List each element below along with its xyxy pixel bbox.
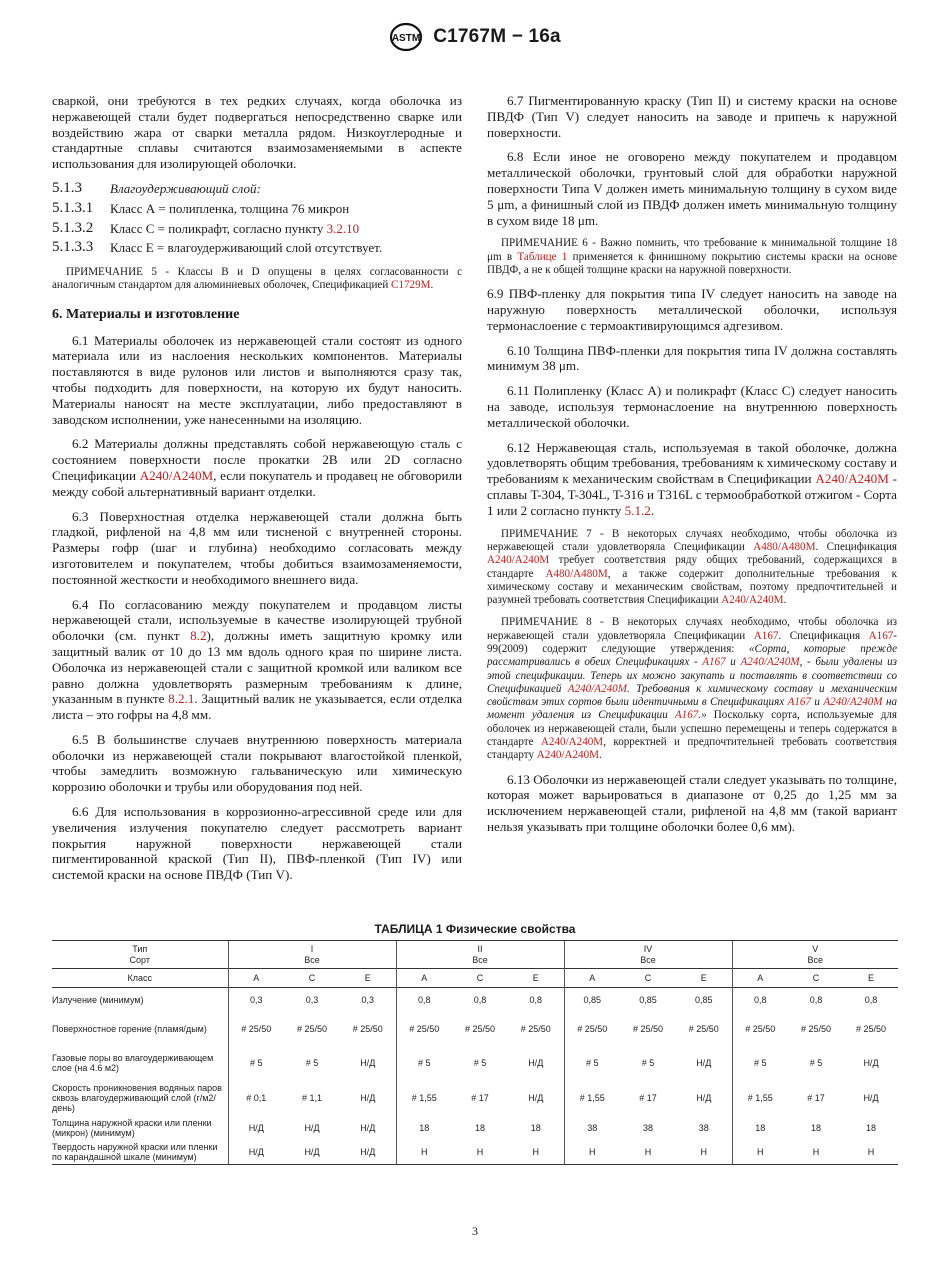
clause-5-1-3-1	[52, 201, 462, 217]
class-header-row	[52, 969, 898, 988]
clause-5-1-3	[52, 181, 462, 197]
table-cell: 18	[865, 1123, 876, 1133]
table-cell: # 25/50	[688, 1024, 719, 1034]
note-7: ПРИМЕЧАНИЕ 7 - В некоторых случаях необходимо, чтобы оболочка из нержавеющей стали удовлетворяла Спецификации A480/A480M. Спецификация A240/A240M требует соответствия ряду общих требований, содержащихся в стандарте A480/A480M, а также содержит дополнительные требования к химическому составу и механическим свойствам, поэтому предпочтительней и разумней требовать соответствия Спецификации A240/A240M.	[487, 527, 897, 607]
table-cell: # 25/50	[352, 1024, 383, 1034]
table-cell: 0,8	[508, 988, 564, 1013]
table-cell: # 1,1	[301, 1093, 323, 1103]
table-cell: Н/Д	[528, 1093, 544, 1103]
ref-link-a240[interactable]: A240/A240M	[823, 696, 883, 709]
table-row	[52, 988, 898, 1013]
table-cell: # 25/50	[464, 1024, 496, 1034]
table-cell: # 25/50	[855, 1024, 887, 1034]
paragraph-6-12: 6.12 Нержавеющая сталь, используемая в такой оболочке, должна удовлетворять общим требования, требованиям к химическому составу и требованиям к механическим свойствам в Спецификации A240/A240M - сплавы T-304, T-304L, T-316 и T316L с термообработкой отжигом - Сорта 1 или 2 согласно пункту 5.1.2.	[487, 439, 897, 518]
class-cell: A	[564, 969, 620, 988]
paragraph-6-13: 6.13 Оболочки из нержавеющей стали следует указывать по толщине, которая может варьироваться в диапазоне от 0,25 до 1,25 мм за исключением нержавеющей стали, рифленой на 4,8 мм (такой вариант нельзя указывать при толщине оболочки более 0,6 мм).	[487, 771, 897, 835]
table-cell: Н/Д	[228, 1116, 284, 1140]
ref-link-a480[interactable]: A480/A480M	[753, 540, 816, 553]
type-header: IV Все	[564, 941, 732, 969]
table-cell: Н/Д	[360, 1123, 376, 1133]
row-label: Излучение (минимум)	[52, 988, 228, 1013]
ref-link-a167[interactable]: A167	[868, 629, 894, 642]
row-label: Газовые поры во влагоудерживающем слое (на 4.6 м2)	[52, 1053, 214, 1073]
ref-link-a240[interactable]: A240/A240M	[536, 749, 600, 762]
ref-link-a240[interactable]: A240/A240M	[740, 656, 800, 669]
table-body	[52, 988, 898, 1165]
table-cell: 38	[698, 1123, 709, 1133]
table-cell: Н/Д	[863, 1093, 879, 1103]
table-cell: # 25/50	[228, 1012, 284, 1046]
table-cell: # 25/50	[632, 1024, 664, 1034]
svg-text:ASTM: ASTM	[392, 33, 421, 44]
table-cell: Н/Д	[696, 1058, 712, 1068]
table-cell: # 5	[473, 1058, 487, 1068]
right-column	[487, 93, 897, 844]
ref-link-a240[interactable]: A240/A240M	[567, 682, 627, 695]
ref-link-a240[interactable]: A240/A240M	[815, 471, 889, 487]
note-8: ПРИМЕЧАНИЕ 8 - В некоторых случаях необходимо, чтобы оболочка из нержавеющей стали удовлетворяла Спецификации A167. Спецификация A167-99(2009) содержит следующие утверждения: «Сорта, которые прежде рассматривались в обеих Спецификациях - A167 и A240/A240M, - были удалены из этой спецификации. Теперь их можно закупать и поставлять в соответствии со Спецификацией A240/A240M. Требования к химическому составу и механическим свойствам этих сортов были идентичными в Спецификациях A167 и A240/A240M на момент удаления из Спецификации A167.» Поскольку сорта, используемые для оболочек из нержавеющей стали, были успешно перемещены и теперь содержатся в стандарте A240/A240M, корректней и предпочтительней требовать соответствия стандарту A240/A240M.	[487, 616, 898, 762]
table-cell: Н	[452, 1140, 508, 1165]
left-column	[52, 93, 462, 892]
row-label: Скорость проникновения водяных паров сквозь влагоудерживающий слой (г/м2/день)	[52, 1083, 222, 1113]
table-cell: Н	[844, 1140, 898, 1165]
standard-code: C1767M − 16a	[433, 26, 561, 47]
class-cell: A	[396, 969, 452, 988]
type-grade-header: Тип Сорт	[52, 941, 228, 969]
note-5: ПРИМЕЧАНИЕ 5 - Классы B и D опущены в целях согласованности с аналогичным стандартом для алюминиевых оболочек, Спецификацией C1729M.	[52, 266, 462, 292]
class-label: Класс	[52, 969, 228, 988]
table-cell: 18	[810, 1123, 821, 1133]
clause-number: 5.1.3.3	[52, 239, 94, 256]
ref-link-c1729m[interactable]: C1729M	[391, 279, 431, 292]
paragraph-6-2: 6.2 Материалы должны представлять собой нержавеющую сталь с состоянием поверхности после прокатки 2В или 2D согласно Спецификации A240/A240M, если покупатель и продавец не обговорили между собой альтернативный вариант отделки.	[52, 436, 462, 499]
paragraph-6-11: 6.11 Полипленку (Класс А) и поликрафт (Класс С) следует наносить на заводе, используя термонаслоение на внутреннюю поверхность металлической оболочки.	[487, 383, 897, 430]
table-cell: # 5	[809, 1058, 823, 1068]
clause-text: Влагоудерживающий слой:	[110, 180, 261, 196]
type-header: II Все	[396, 941, 564, 969]
table-cell: 0,8	[452, 988, 508, 1013]
table-cell: 38	[564, 1116, 620, 1140]
table-cell: # 25/50	[732, 1012, 788, 1046]
table-cell: Н	[676, 1140, 732, 1165]
table-cell: 0,85	[564, 988, 620, 1013]
ref-link-a480[interactable]: A480/A480M	[545, 567, 608, 580]
table-cell: 18	[474, 1123, 485, 1133]
table-row	[52, 1080, 898, 1116]
ref-link-a167[interactable]: A167	[674, 709, 699, 722]
table-cell: Н	[564, 1140, 620, 1165]
paragraph-continued: сваркой, они требуются в тех редких случаях, когда оболочка из нержавеющей стали будет подвергаться непосредственно сварке или воздействию жара от сварки металла рядом. Низкоуглеродные и стандартные сплавы считаются взаимозаменяемыми в аспекте использования для изолирующей оболочки.	[52, 93, 462, 172]
clause-text: Класс Е = влагоудерживающий слой отсутствует.	[110, 240, 383, 256]
clause-text: Класс С = поликрафт, согласно пункту	[110, 220, 327, 236]
table-cell: # 1,55	[396, 1080, 452, 1116]
ref-link-3-2-10[interactable]: 3.2.10	[326, 220, 360, 236]
paragraph-6-1: 6.1 Материалы оболочек из нержавеющей стали состоят из одного материала или из наслоения нескольких компонентов. Материалы поставляются в виде рулонов или листов и выполняются сразу так, чтобы подходить для поверхности, на которую их будут наносить. Материалы наносят на месте эксплуатации, либо предоставляют в заводском исполнении, уже нанесенными на изоляцию.	[52, 332, 462, 427]
table-cell: # 0,1	[228, 1080, 284, 1116]
paragraph-6-5: 6.5 В большинстве случаев внутреннюю поверхность материала оболочки из нержавеющей стали покрывают влагостойкой пленкой, чтобы замедлить возможную гальваническую или химическую коррозию оболочки и трубы или оборудования под ней.	[52, 731, 462, 795]
table-row	[52, 1046, 898, 1080]
table-cell: 18	[732, 1116, 788, 1140]
clause-number: 5.1.3.1	[52, 199, 94, 216]
clause-number: 5.1.3.2	[52, 219, 94, 236]
table-cell: Н	[788, 1140, 844, 1165]
class-cell: A	[228, 969, 284, 988]
note-6: ПРИМЕЧАНИЕ 6 - Важно помнить, что требование к минимальной толщине 18 μm в Таблице 1 применяется к финишному покрытию системы краски на основе ПВДФ, а не к общей толщине краски на наружной поверхности.	[487, 237, 898, 276]
table-cell: # 1,55	[732, 1080, 788, 1116]
table-cell: Н/Д	[360, 1058, 376, 1068]
page-number: 3	[472, 1224, 478, 1238]
table-cell: 0,3	[284, 988, 340, 1013]
table-cell: # 25/50	[800, 1024, 832, 1034]
ref-link-a167[interactable]: A167	[753, 629, 779, 642]
class-cell: E	[844, 969, 898, 988]
table-cell: # 25/50	[564, 1012, 620, 1046]
ref-link-a167[interactable]: A167	[702, 656, 726, 669]
ref-link-a240[interactable]: A240/A240M	[487, 554, 550, 567]
ref-link-a240[interactable]: A240/A240M	[540, 736, 604, 749]
table-cell: # 5	[396, 1046, 452, 1080]
table-cell: # 25/50	[520, 1024, 551, 1034]
table-cell: Н/Д	[284, 1140, 340, 1165]
table-cell: Н/Д	[696, 1093, 712, 1103]
paragraph-6-4: 6.4 По согласованию между покупателем и продавцом листы нержавеющей стали, используемые в качестве изолирующей трубной оболочки (см. пункт 8.2), должны иметь защитную кромку или защитный валик от 10 до 13 мм вдоль одного края по ширине листа. Оболочка из нержавеющей стали с защитной кромкой или валиком все равно должна удовлетворять размерным требованиям к длине, указанным в пункте 8.2.1. Защитный валик не указывается, если отделка листа – это гофры на 4,8 мм.	[52, 596, 462, 723]
class-cell: A	[732, 969, 788, 988]
class-cell: C	[284, 969, 340, 988]
astm-logo-icon	[389, 22, 423, 52]
ref-link-8-2-1[interactable]: 8.2.1	[168, 691, 195, 707]
table-cell: Н/Д	[340, 1140, 396, 1165]
paragraph-6-6: 6.6 Для использования в коррозионно-агрессивной среде или для увеличения излучения покупателю следует рассмотреть вариант покрытия наружной поверхности нержавеющей стали пигментированной краской (Тип II), ПВФ-пленкой (Тип IV) или системой краски на основе ПВДФ (Тип V).	[52, 804, 462, 883]
table-cell: 0,85	[620, 988, 676, 1013]
table-title: ТАБЛИЦА 1 Физические свойства	[374, 922, 576, 936]
table-cell: 0,8	[788, 988, 844, 1013]
table-cell: # 5	[732, 1046, 788, 1080]
class-cell: E	[340, 969, 396, 988]
class-cell: E	[508, 969, 564, 988]
clause-number: 5.1.3	[52, 179, 82, 196]
paragraph-6-10: 6.10 Толщина ПВФ-пленки для покрытия типа IV должна составлять минимум 38 μm.	[487, 342, 897, 374]
table-cell: Н/Д	[228, 1140, 284, 1165]
ref-link-a240[interactable]: A240/A240M	[721, 594, 784, 607]
table-cell: Н	[508, 1140, 564, 1165]
table-cell: Н	[732, 1140, 788, 1165]
section-6-heading: 6. Материалы и изготовление	[52, 306, 240, 322]
table-cell: 0,8	[844, 988, 898, 1013]
clause-text: Класс А = полипленка, толщина 76 микрон	[110, 200, 350, 216]
type-header: V Все	[732, 941, 898, 969]
table-cell: # 25/50	[396, 1012, 452, 1046]
paragraph-6-3: 6.3 Поверхностная отделка нержавеющей стали должна быть гладкой, рифленой на 4,8 мм или тисненой с внутренней стороны. Размеры гофр (шаг и глубина) необходимо согласовать между изготовителем и покупателем, чтобы добиться взаимозаменяемости, постоянной жесткости и необходимого внешнего вида.	[52, 508, 462, 587]
table-cell: # 25/50	[296, 1024, 328, 1034]
table-cell: Н	[620, 1140, 676, 1165]
table-row	[52, 1012, 898, 1046]
clause-5-1-3-3	[52, 240, 462, 256]
table-cell: 18	[396, 1116, 452, 1140]
table-row	[52, 1116, 898, 1140]
ref-link-5-1-2[interactable]: 5.1.2	[624, 502, 651, 518]
row-label: Твердость наружной краски или пленки по карандашной шкале (минимум)	[52, 1140, 228, 1165]
paragraph-6-7: 6.7 Пигментированную краску (Тип II) и систему краски на основе ПВДФ (Тип V) следует наносить на заводе и припечь к наружной поверхности.	[487, 93, 897, 140]
table-cell: # 17	[639, 1093, 657, 1103]
table-cell: 38	[642, 1123, 653, 1133]
class-cell: E	[676, 969, 732, 988]
table-cell: Н/Д	[528, 1058, 544, 1068]
table-row	[52, 1140, 898, 1165]
ref-link-table-1[interactable]: Таблице 1	[517, 250, 568, 263]
table-cell: # 5	[228, 1046, 284, 1080]
type-header: I Все	[228, 941, 396, 969]
table-cell: Н/Д	[360, 1093, 376, 1103]
table-cell: # 5	[564, 1046, 620, 1080]
page-header	[0, 22, 950, 52]
paragraph-6-9: 6.9 ПВФ-пленку для покрытия типа IV следует наносить на заводе на наружную поверхность металлической оболочки, используя термонаслоение с термоактивирующимся адгезивом.	[487, 286, 897, 333]
table-cell: 0,3	[228, 988, 284, 1013]
ref-link-a167[interactable]: A167	[787, 696, 811, 709]
physical-properties-table	[52, 940, 898, 1165]
ref-link-a240[interactable]: A240/A240M	[139, 467, 214, 483]
row-label: Толщина наружной краски или пленки (микрон) (минимум)	[52, 1118, 212, 1138]
table-cell: # 5	[641, 1058, 655, 1068]
table-header-row	[52, 941, 898, 969]
table-cell: Н/Д	[863, 1058, 879, 1068]
class-cell: C	[452, 969, 508, 988]
table-cell: # 5	[305, 1058, 319, 1068]
table-cell: Н	[396, 1140, 452, 1165]
class-cell: C	[620, 969, 676, 988]
table-cell: # 17	[807, 1093, 825, 1103]
class-cell: C	[788, 969, 844, 988]
table-cell: Н/Д	[304, 1123, 320, 1133]
row-label: Поверхностное горение (пламя/дым)	[52, 1024, 207, 1034]
clause-5-1-3-2	[52, 221, 462, 237]
ref-link-8-2[interactable]: 8.2	[190, 628, 207, 644]
table-cell: # 1,55	[564, 1080, 620, 1116]
paragraph-6-8: 6.8 Если иное не оговорено между покупателем и продавцом металлической оболочки, грунтовый слой для обработки наружной поверхности Типа V должен иметь минимальную толщину в сухом виде 5 μm, а финишный слой из ПВДФ должен иметь минимальную толщину в сухом виде 18 μm.	[487, 149, 897, 228]
table-cell: 0,3	[340, 988, 396, 1013]
table-cell: 0,8	[396, 988, 452, 1013]
table-cell: 0,8	[732, 988, 788, 1013]
table-cell: 18	[530, 1123, 541, 1133]
table-cell: 0,85	[676, 988, 732, 1013]
table-cell: # 17	[471, 1093, 489, 1103]
